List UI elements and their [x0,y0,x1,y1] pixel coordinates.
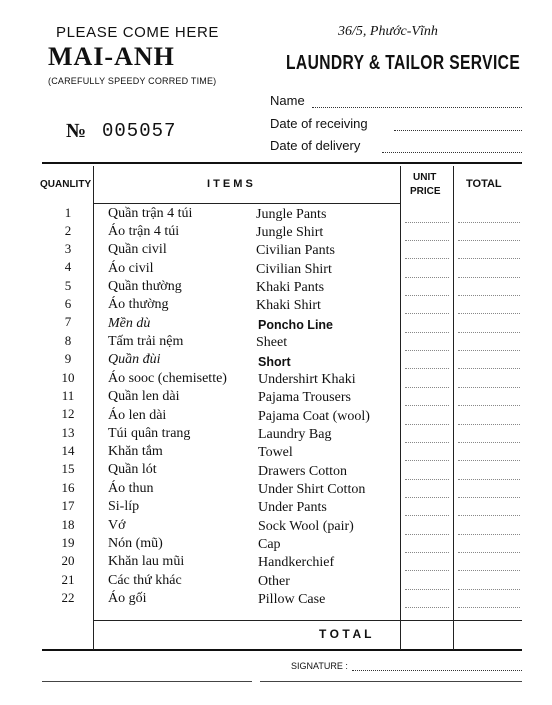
items-header: I T E M S [207,178,253,190]
item-vietnamese: Quần len dài [108,389,180,404]
name-field[interactable] [312,107,522,108]
item-english: Jungle Shirt [256,225,324,240]
unit-price-entry[interactable] [405,387,449,388]
row-number: 5 [64,278,72,293]
total-entry[interactable] [458,442,520,443]
price-header: PRICE [410,186,441,197]
row-number: 15 [61,461,75,476]
number-label: № [66,120,87,142]
item-english: Sock Wool (pair) [258,519,354,534]
total-entry[interactable] [458,332,520,333]
item-english: Drawers Cotton [258,464,348,479]
item-english: Under Pants [258,500,327,515]
row-number: 12 [61,406,75,421]
header-underline [93,203,400,204]
total-entry[interactable] [458,552,520,553]
date-receiving-field[interactable] [394,130,522,131]
date-receiving-label: Date of receiving [270,116,368,131]
total-label: T O T A L [319,627,372,641]
item-vietnamese: Nón (mũ) [108,536,163,551]
signature-field[interactable] [352,670,522,671]
total-header: TOTAL [466,178,502,190]
total-entry[interactable] [458,387,520,388]
row-number: 19 [61,535,75,550]
row-number: 11 [61,388,75,403]
total-entry[interactable] [458,570,520,571]
item-vietnamese: Áo thun [108,481,154,496]
unit-price-entry[interactable] [405,350,449,351]
unit-price-entry[interactable] [405,222,449,223]
item-vietnamese: Quần lót [108,462,157,477]
item-english: Short [258,355,291,369]
shop-name: MAI-ANH [48,42,175,71]
item-english: Pajama Coat (wool) [258,409,370,424]
item-vietnamese: Khăn tắm [108,444,163,459]
item-vietnamese: Vớ [108,518,126,533]
total-entry[interactable] [458,222,520,223]
unit-price-entry[interactable] [405,552,449,553]
item-vietnamese: Các thứ khác [108,573,182,588]
row-number: 10 [61,370,75,385]
row-number: 21 [61,572,75,587]
row-number: 13 [61,425,75,440]
total-entry[interactable] [458,277,520,278]
total-entry[interactable] [458,405,520,406]
item-vietnamese: Quần đùi [108,352,161,367]
item-vietnamese: Áo civil [108,261,154,276]
item-english: Khaki Shirt [256,298,321,313]
item-english: Civilian Pants [256,243,335,258]
unit-price-entry[interactable] [405,442,449,443]
item-vietnamese: Túi quân trang [108,426,191,441]
unit-price-entry[interactable] [405,570,449,571]
total-entry[interactable] [458,460,520,461]
row-number: 7 [64,314,72,329]
row-number: 1 [64,205,72,220]
unit-price-entry[interactable] [405,277,449,278]
row-number: 16 [61,480,75,495]
tagline: (CAREFULLY SPEEDY CORRED TIME) [48,76,217,86]
item-english: Pillow Case [258,592,326,607]
item-vietnamese: Áo len dài [108,408,167,423]
row-number: 22 [61,590,75,605]
item-english: Pajama Trousers [258,390,351,405]
item-vietnamese: Tấm trải nệm [108,334,184,349]
name-label: Name [270,93,305,108]
item-english: Towel [258,445,293,460]
total-entry[interactable] [458,313,520,314]
item-vietnamese: Quần civil [108,242,167,257]
signature-label: SIGNATURE : [291,661,348,671]
item-english: Poncho Line [258,318,333,332]
item-vietnamese: Áo trận 4 túi [108,224,180,239]
row-number: 17 [61,498,75,513]
row-number: 14 [61,443,75,458]
total-entry[interactable] [458,258,520,259]
table-bottom-rule [42,649,522,651]
date-delivery-field[interactable] [382,152,522,153]
unit-price-entry[interactable] [405,313,449,314]
total-entry[interactable] [458,368,520,369]
total-entry[interactable] [458,589,520,590]
unit-price-entry[interactable] [405,295,449,296]
item-english: Laundry Bag [258,427,332,442]
unit-price-entry[interactable] [405,332,449,333]
row-number: 18 [61,517,75,532]
please-come-here-text: PLEASE COME HERE [56,24,219,41]
unit-price-entry[interactable] [405,497,449,498]
quantity-header: QUANLITY [40,179,92,190]
receipt-number: 005057 [102,120,177,142]
item-vietnamese: Khăn lau mũi [108,554,185,569]
col-divider-items [93,166,94,650]
item-vietnamese: Áo sooc (chemisette) [108,371,227,386]
row-number: 6 [64,296,72,311]
item-vietnamese: Quần thường [108,279,182,294]
item-english: Civilian Shirt [256,262,332,277]
date-delivery-label: Date of delivery [270,138,361,153]
total-top-rule [93,620,522,621]
unit-price-entry[interactable] [405,479,449,480]
shop-address: 36/5, Phước-Vĩnh [338,24,438,39]
item-english: Handkerchief [258,555,335,570]
row-number: 4 [64,259,72,274]
total-entry[interactable] [458,240,520,241]
unit-price-entry[interactable] [405,607,449,608]
table-top-rule [42,162,522,164]
bottom-rule-left [42,681,252,682]
total-entry[interactable] [458,424,520,425]
total-entry[interactable] [458,607,520,608]
unit-price-entry[interactable] [405,460,449,461]
total-entry[interactable] [458,295,520,296]
row-number: 8 [64,333,72,348]
bottom-rule-right [260,681,522,682]
unit-price-entry[interactable] [405,589,449,590]
row-number: 9 [64,351,72,366]
unit-price-entry[interactable] [405,258,449,259]
total-entry[interactable] [458,497,520,498]
item-english: Under Shirt Cotton [258,482,366,497]
item-vietnamese: Áo gối [108,591,147,606]
item-vietnamese: Mền dù [108,316,151,331]
service-title: LAUNDRY & TAILOR SERVICE [286,52,521,74]
item-english: Other [258,574,290,589]
col-divider-total [453,166,454,650]
unit-price-entry[interactable] [405,534,449,535]
row-number: 20 [61,553,75,568]
unit-price-entry[interactable] [405,424,449,425]
item-english: Jungle Pants [256,207,327,222]
row-number: 3 [64,241,72,256]
item-english: Undershirt Khaki [258,372,356,387]
item-english: Sheet [256,335,288,350]
item-vietnamese: Si-líp [108,499,140,514]
row-number: 2 [64,223,72,238]
unit-price-entry[interactable] [405,405,449,406]
total-entry[interactable] [458,515,520,516]
item-english: Khaki Pants [256,280,325,295]
unit-price-entry[interactable] [405,368,449,369]
unit-price-entry[interactable] [405,240,449,241]
item-vietnamese: Áo thường [108,297,169,312]
total-entry[interactable] [458,534,520,535]
total-entry[interactable] [458,479,520,480]
unit-price-entry[interactable] [405,515,449,516]
item-vietnamese: Quần trận 4 túi [108,206,193,221]
col-divider-unit [400,166,401,650]
item-english: Cap [258,537,281,552]
unit-header: UNIT [413,172,437,183]
total-entry[interactable] [458,350,520,351]
